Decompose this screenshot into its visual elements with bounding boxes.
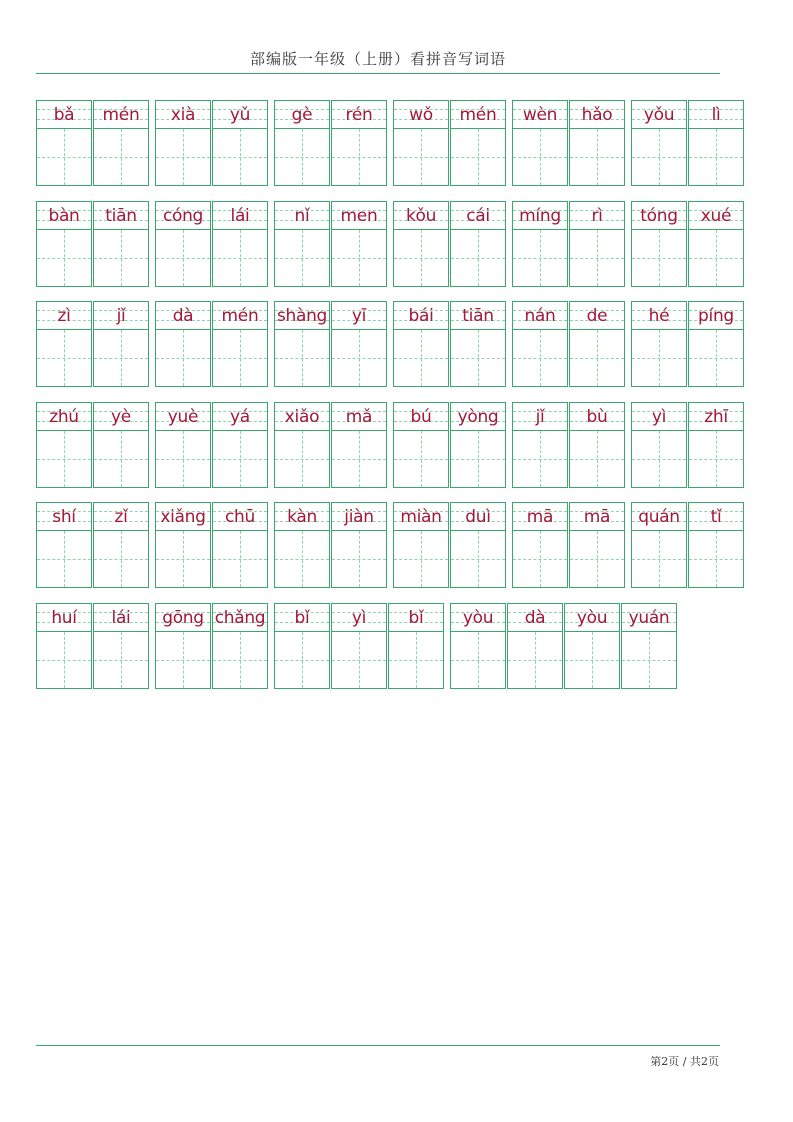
tian-zi-cell[interactable] (507, 603, 563, 689)
character-writing-square[interactable] (156, 531, 210, 587)
pinyin-syllable: bǎ (53, 104, 75, 125)
character-writing-square[interactable] (213, 431, 267, 487)
tian-zi-cell[interactable] (155, 100, 211, 186)
tian-zi-cell[interactable] (688, 402, 744, 488)
tian-zi-cell[interactable] (450, 100, 506, 186)
tian-zi-cell[interactable] (212, 603, 268, 689)
pinyin-syllable: tiān (105, 205, 137, 226)
character-writing-square[interactable] (622, 632, 676, 688)
tian-zi-cell[interactable] (450, 402, 506, 488)
pinyin-syllable: mén (221, 305, 259, 326)
pinyin-syllable: quán (638, 506, 680, 527)
pinyin-syllable: lì (711, 104, 721, 125)
tian-zi-cell[interactable] (388, 603, 444, 689)
pinyin-syllable: mā (526, 506, 554, 527)
character-writing-square[interactable] (394, 129, 448, 185)
tian-zi-cell[interactable] (93, 301, 149, 387)
tian-zi-cell[interactable] (631, 502, 687, 588)
pinyin-syllable: nǐ (294, 205, 310, 226)
tian-zi-cell[interactable] (393, 502, 449, 588)
pinyin-syllable: tóng (640, 205, 678, 226)
tian-zi-cell[interactable] (36, 502, 92, 588)
tian-zi-cell[interactable] (274, 201, 330, 287)
tian-zi-cell[interactable] (450, 603, 506, 689)
pinyin-syllable: lái (230, 205, 250, 226)
pinyin-syllable: mā (583, 506, 611, 527)
character-writing-square[interactable] (565, 632, 619, 688)
character-writing-square[interactable] (332, 330, 386, 386)
pinyin-syllable: duì (465, 506, 491, 527)
tian-zi-cell[interactable] (450, 301, 506, 387)
pinyin-syllable: dà (524, 607, 546, 628)
character-writing-square[interactable] (156, 632, 210, 688)
character-writing-square[interactable] (332, 531, 386, 587)
character-writing-square[interactable] (332, 632, 386, 688)
pinyin-syllable: píng (698, 305, 734, 326)
pinyin-syllable: wèn (522, 104, 558, 125)
character-writing-square[interactable] (332, 431, 386, 487)
pinyin-syllable: yì (351, 607, 367, 628)
pinyin-syllable: cái (466, 205, 490, 226)
pinyin-syllable: jǐ (116, 305, 126, 326)
character-writing-square[interactable] (94, 129, 148, 185)
character-writing-square[interactable] (513, 431, 567, 487)
tian-zi-cell[interactable] (155, 301, 211, 387)
character-writing-square[interactable] (94, 431, 148, 487)
pinyin-syllable: xué (700, 205, 732, 226)
tian-zi-cell[interactable] (569, 100, 625, 186)
pinyin-syllable: yǒu (643, 104, 675, 125)
pinyin-syllable: de (586, 305, 608, 326)
tian-zi-cell[interactable] (93, 402, 149, 488)
pinyin-syllable: men (340, 205, 378, 226)
pinyin-syllable: hé (648, 305, 670, 326)
pinyin-syllable: xià (170, 104, 196, 125)
pinyin-syllable: zhī (704, 406, 728, 427)
tian-zi-cell[interactable] (569, 201, 625, 287)
character-writing-square[interactable] (513, 330, 567, 386)
tian-zi-cell[interactable] (331, 502, 387, 588)
pinyin-syllable: cóng (162, 205, 204, 226)
tian-zi-cell[interactable] (331, 201, 387, 287)
tian-zi-cell[interactable] (155, 201, 211, 287)
character-writing-square[interactable] (394, 230, 448, 286)
tian-zi-cell[interactable] (569, 301, 625, 387)
pinyin-syllable: yī (351, 305, 367, 326)
tian-zi-cell[interactable] (450, 201, 506, 287)
pinyin-syllable: bú (410, 406, 432, 427)
tian-zi-cell[interactable] (512, 100, 568, 186)
character-writing-square[interactable] (508, 632, 562, 688)
tian-zi-cell[interactable] (212, 100, 268, 186)
character-writing-square[interactable] (275, 330, 329, 386)
character-writing-square[interactable] (689, 330, 743, 386)
tian-zi-cell[interactable] (36, 402, 92, 488)
character-writing-square[interactable] (513, 129, 567, 185)
character-writing-square[interactable] (275, 129, 329, 185)
character-writing-square[interactable] (394, 330, 448, 386)
tian-zi-cell[interactable] (274, 402, 330, 488)
tian-zi-cell[interactable] (331, 402, 387, 488)
character-writing-square[interactable] (632, 431, 686, 487)
character-writing-square[interactable] (632, 230, 686, 286)
tian-zi-cell[interactable] (688, 502, 744, 588)
pinyin-syllable: mǎ (345, 406, 373, 427)
character-writing-square[interactable] (275, 431, 329, 487)
tian-zi-cell[interactable] (393, 100, 449, 186)
character-writing-square[interactable] (213, 632, 267, 688)
tian-zi-cell[interactable] (512, 201, 568, 287)
character-writing-square[interactable] (94, 531, 148, 587)
pinyin-syllable: mén (102, 104, 140, 125)
page-title: 部编版一年级（上册）看拼音写词语 (249, 50, 506, 68)
character-writing-square[interactable] (156, 129, 210, 185)
pinyin-syllable: jiàn (344, 506, 374, 527)
tian-zi-cell[interactable] (212, 402, 268, 488)
character-writing-square[interactable] (451, 330, 505, 386)
character-writing-square[interactable] (570, 330, 624, 386)
pinyin-syllable: lái (111, 607, 131, 628)
tian-zi-cell[interactable] (564, 603, 620, 689)
pinyin-syllable: yòng (457, 406, 499, 427)
character-writing-square[interactable] (37, 230, 91, 286)
pinyin-syllable: huí (51, 607, 77, 628)
character-writing-square[interactable] (389, 632, 443, 688)
page-number: 第2页 / 共2页 (650, 1055, 719, 1068)
pinyin-syllable: yòu (576, 607, 608, 628)
character-writing-square[interactable] (451, 531, 505, 587)
footer-rule (36, 1045, 720, 1046)
tian-zi-cell[interactable] (331, 301, 387, 387)
pinyin-syllable: yá (230, 406, 250, 427)
tian-zi-cell[interactable] (688, 301, 744, 387)
character-writing-square[interactable] (689, 431, 743, 487)
pinyin-syllable: kǒu (405, 205, 437, 226)
pinyin-syllable: bǐ (408, 607, 424, 628)
tian-zi-cell[interactable] (331, 100, 387, 186)
tian-zi-cell[interactable] (331, 603, 387, 689)
character-writing-square[interactable] (570, 129, 624, 185)
tian-zi-cell[interactable] (155, 502, 211, 588)
pinyin-syllable: shí (52, 506, 76, 527)
character-writing-square[interactable] (156, 230, 210, 286)
pinyin-syllable: gè (291, 104, 313, 125)
character-writing-square[interactable] (570, 431, 624, 487)
pinyin-syllable: tǐ (710, 506, 722, 527)
character-writing-square[interactable] (332, 129, 386, 185)
pinyin-syllable: dà (172, 305, 194, 326)
character-writing-square[interactable] (451, 230, 505, 286)
tian-zi-cell[interactable] (512, 502, 568, 588)
pinyin-syllable: zhú (49, 406, 79, 427)
pinyin-syllable: xiǎng (160, 506, 206, 527)
character-writing-square[interactable] (451, 431, 505, 487)
pinyin-syllable: míng (519, 205, 561, 226)
pinyin-syllable: yuè (167, 406, 199, 427)
pinyin-syllable: jǐ (535, 406, 545, 427)
tian-zi-cell[interactable] (36, 603, 92, 689)
character-writing-square[interactable] (513, 531, 567, 587)
pinyin-syllable: bàn (48, 205, 80, 226)
tian-zi-cell[interactable] (621, 603, 677, 689)
tian-zi-cell[interactable] (274, 502, 330, 588)
pinyin-syllable: wǒ (409, 104, 433, 125)
tian-zi-cell[interactable] (631, 402, 687, 488)
character-writing-square[interactable] (275, 230, 329, 286)
tian-zi-cell[interactable] (93, 502, 149, 588)
character-writing-square[interactable] (37, 330, 91, 386)
pinyin-syllable: tiān (462, 305, 494, 326)
tian-zi-cell[interactable] (93, 201, 149, 287)
pinyin-syllable: bù (586, 406, 608, 427)
pinyin-syllable: nán (524, 305, 556, 326)
tian-zi-cell[interactable] (36, 201, 92, 287)
tian-zi-cell[interactable] (274, 301, 330, 387)
character-writing-square[interactable] (275, 632, 329, 688)
tian-zi-cell[interactable] (512, 301, 568, 387)
character-writing-square[interactable] (213, 129, 267, 185)
tian-zi-cell[interactable] (631, 201, 687, 287)
character-writing-square[interactable] (37, 632, 91, 688)
character-writing-square[interactable] (156, 431, 210, 487)
character-writing-square[interactable] (689, 129, 743, 185)
character-writing-square[interactable] (213, 531, 267, 587)
pinyin-syllable: hǎo (581, 104, 613, 125)
character-writing-square[interactable] (570, 531, 624, 587)
tian-zi-cell[interactable] (155, 402, 211, 488)
pinyin-syllable: bǐ (294, 607, 310, 628)
tian-zi-cell[interactable] (155, 603, 211, 689)
tian-zi-cell[interactable] (631, 301, 687, 387)
tian-zi-cell[interactable] (212, 301, 268, 387)
pinyin-syllable: zì (57, 305, 71, 326)
character-writing-square[interactable] (394, 431, 448, 487)
pinyin-syllable: xiǎo (284, 406, 320, 427)
character-writing-square[interactable] (94, 330, 148, 386)
tian-zi-cell[interactable] (688, 201, 744, 287)
pinyin-syllable: yòu (462, 607, 494, 628)
tian-zi-cell[interactable] (688, 100, 744, 186)
character-writing-square[interactable] (689, 531, 743, 587)
pinyin-syllable: rì (591, 205, 603, 226)
character-writing-square[interactable] (632, 330, 686, 386)
tian-zi-cell[interactable] (212, 201, 268, 287)
character-writing-square[interactable] (394, 531, 448, 587)
character-writing-square[interactable] (689, 230, 743, 286)
pinyin-syllable: yì (651, 406, 667, 427)
character-writing-square[interactable] (37, 129, 91, 185)
tian-zi-cell[interactable] (212, 502, 268, 588)
pinyin-syllable: yuán (628, 607, 670, 628)
pinyin-syllable: kàn (287, 506, 317, 527)
character-writing-square[interactable] (275, 531, 329, 587)
character-writing-square[interactable] (451, 129, 505, 185)
tian-zi-cell[interactable] (569, 402, 625, 488)
character-writing-square[interactable] (156, 330, 210, 386)
character-writing-square[interactable] (632, 531, 686, 587)
tian-zi-cell[interactable] (450, 502, 506, 588)
character-writing-square[interactable] (332, 230, 386, 286)
pinyin-syllable: mén (459, 104, 497, 125)
pinyin-syllable: chū (225, 506, 255, 527)
tian-zi-cell[interactable] (93, 100, 149, 186)
character-writing-square[interactable] (213, 330, 267, 386)
tian-zi-cell[interactable] (512, 402, 568, 488)
tian-zi-cell[interactable] (274, 603, 330, 689)
pinyin-syllable: gōng (162, 607, 204, 628)
character-writing-square[interactable] (94, 632, 148, 688)
character-writing-square[interactable] (570, 230, 624, 286)
pinyin-syllable: bái (408, 305, 434, 326)
character-writing-square[interactable] (451, 632, 505, 688)
tian-zi-cell[interactable] (569, 502, 625, 588)
tian-zi-cell[interactable] (93, 603, 149, 689)
tian-zi-cell[interactable] (274, 100, 330, 186)
character-writing-square[interactable] (37, 431, 91, 487)
pinyin-syllable: chǎng (214, 607, 266, 628)
pinyin-syllable: miàn (400, 506, 442, 527)
pinyin-syllable: rén (345, 104, 373, 125)
pinyin-syllable: shàng (276, 305, 328, 326)
tian-zi-cell[interactable] (393, 301, 449, 387)
pinyin-syllable: zǐ (114, 506, 128, 527)
character-writing-square[interactable] (94, 230, 148, 286)
pinyin-syllable: yǔ (229, 104, 251, 125)
header-rule (36, 73, 720, 74)
character-writing-square[interactable] (37, 531, 91, 587)
pinyin-syllable: yè (111, 406, 131, 427)
tian-zi-cell[interactable] (393, 402, 449, 488)
character-writing-square[interactable] (513, 230, 567, 286)
character-writing-square[interactable] (213, 230, 267, 286)
tian-zi-cell[interactable] (36, 301, 92, 387)
tian-zi-cell[interactable] (36, 100, 92, 186)
tian-zi-cell[interactable] (631, 100, 687, 186)
character-writing-square[interactable] (632, 129, 686, 185)
tian-zi-cell[interactable] (393, 201, 449, 287)
